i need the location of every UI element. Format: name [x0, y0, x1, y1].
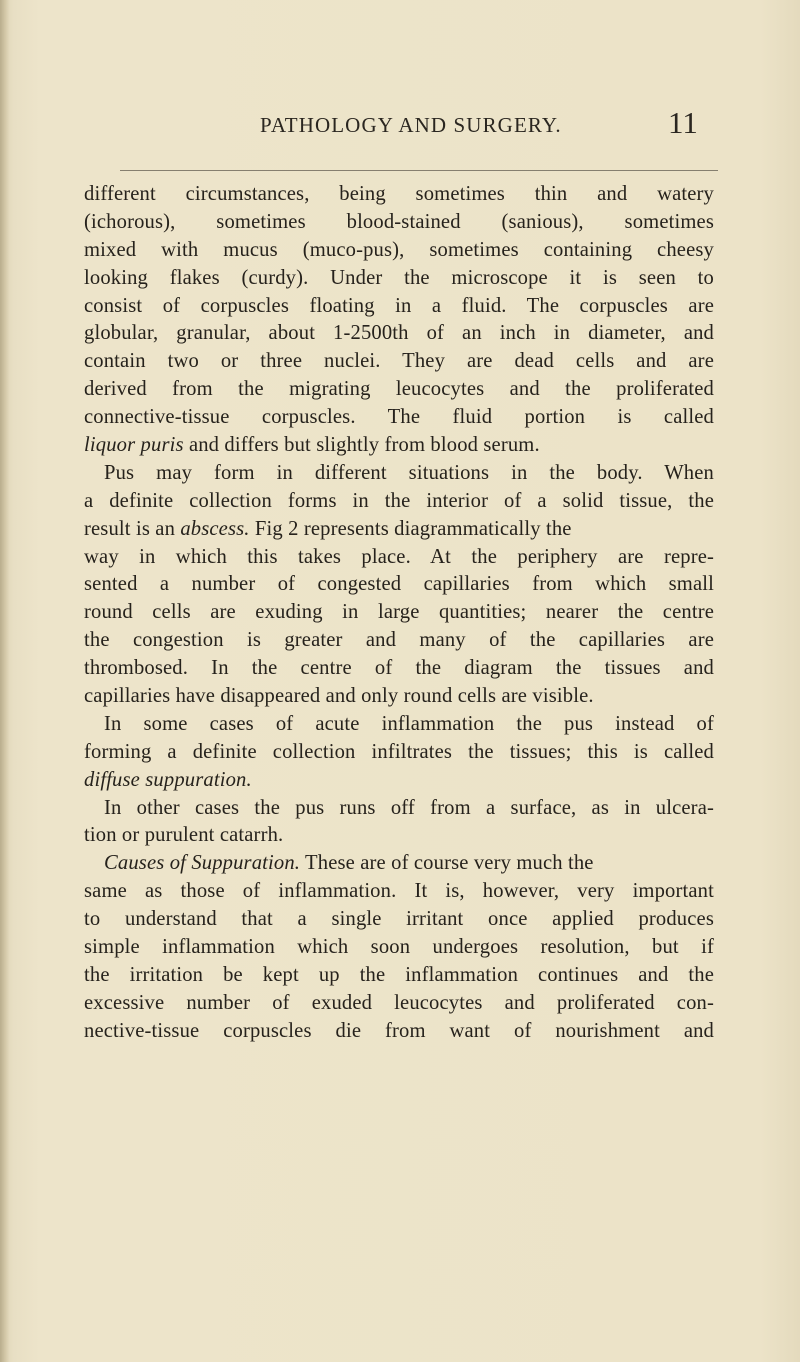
body-text: [84, 181, 714, 1046]
text-line: derived from the migrating leucocytes and the proliferated: [84, 378, 714, 401]
text-line: looking flakes (curdy). Under the microscope it is seen to: [84, 266, 714, 289]
text-line: to understand that a single irritant once applied produces: [84, 908, 714, 931]
text-fragment: and differs but slightly from blood serum.: [183, 434, 540, 457]
text-line: [84, 767, 714, 795]
term-diffuse-suppuration: diffuse suppuration.: [84, 768, 252, 791]
text-line: (ichorous), sometimes blood-stained (sanious), sometimes: [84, 210, 714, 233]
page-number: 11: [668, 105, 698, 140]
text-line: consist of corpuscles floating in a fluid. The corpuscles are: [84, 294, 714, 317]
text-fragment: These are of course very much the: [300, 852, 594, 875]
text-line: excessive number of exuded leucocytes and proliferated con-: [84, 991, 714, 1014]
section-heading-causes-of-suppuration: Causes of Suppuration.: [104, 852, 301, 875]
text-line: tion or purulent catarrh.: [84, 824, 284, 847]
text-line: Pus may form in different situations in the body. When: [104, 461, 714, 484]
text-fragment: result is an: [84, 517, 181, 540]
text-line: thrombosed. In the centre of the diagram the tissues and: [84, 657, 714, 680]
term-liquor-puris: liquor puris: [84, 434, 184, 457]
text-line: the congestion is greater and many of the capillaries are: [84, 629, 714, 652]
text-line: nective-tissue corpuscles die from want of nourishment and: [84, 1019, 714, 1042]
text-line: simple inflammation which soon undergoes resolution, but if: [84, 936, 714, 959]
header-rule: [120, 170, 718, 171]
text-line: connective-tissue corpuscles. The fluid portion is called: [84, 406, 714, 429]
running-title: PATHOLOGY AND SURGERY.: [260, 113, 562, 137]
text-line: forming a definite collection infiltrates the tissues; this is called: [84, 740, 714, 763]
text-line: same as those of inflammation. It is, however, very important: [84, 880, 714, 903]
page-header: [0, 105, 800, 140]
text-line: mixed with mucus (muco-pus), sometimes containing cheesy: [84, 238, 714, 261]
text-line: In other cases the pus runs off from a surface, as in ulcera-: [104, 796, 714, 819]
text-line: a definite collection forms in the interior of a solid tissue, the: [84, 489, 714, 512]
term-abscess: abscess.: [180, 517, 250, 540]
text-line: different circumstances, being sometimes thin and watery: [84, 183, 714, 205]
text-line: capillaries have disappeared and only round cells are visible.: [84, 685, 594, 708]
text-line: round cells are exuding in large quantities; nearer the centre: [84, 601, 714, 624]
text-line: way in which this takes place. At the periphery are repre-: [84, 545, 714, 568]
text-line: the irritation be kept up the inflammation continues and the: [84, 963, 714, 986]
text-line: contain two or three nuclei. They are dead cells and are: [84, 350, 714, 373]
text-line: [84, 516, 714, 544]
text-line: In some cases of acute inflammation the pus instead of: [104, 712, 714, 735]
page-binding-edge: [0, 0, 10, 1362]
text-fragment: Fig 2 represents diagrammatically the: [249, 517, 572, 540]
text-line: [84, 850, 714, 878]
text-line: globular, granular, about 1-2500th of an inch in diameter, and: [84, 322, 714, 345]
text-line: [84, 432, 714, 460]
text-line: sented a number of congested capillaries from which small: [84, 573, 714, 596]
